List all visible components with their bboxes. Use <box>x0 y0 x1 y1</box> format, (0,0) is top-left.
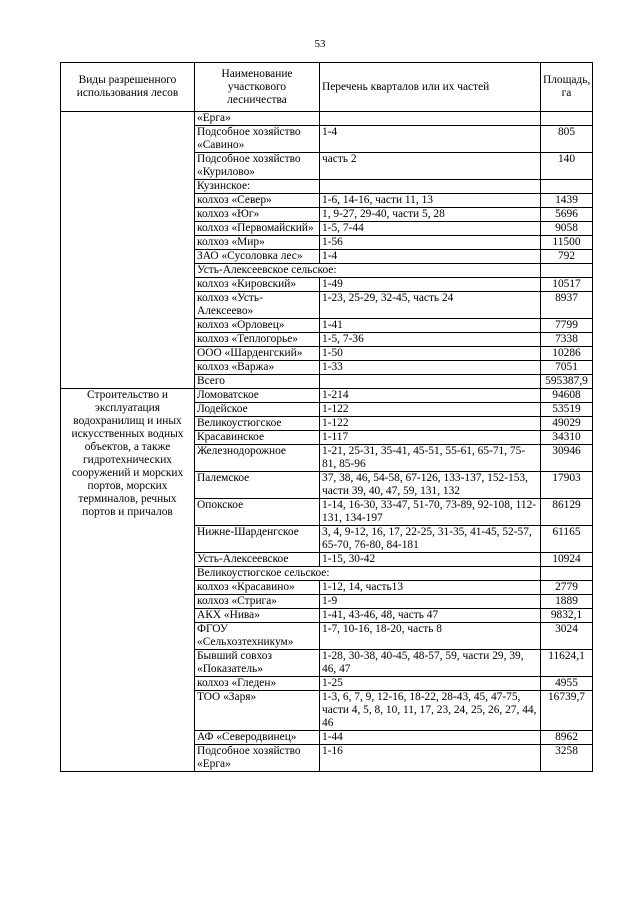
area-value: 8962 <box>541 731 593 745</box>
district-name: Подсобное хозяйство «Ерга» <box>195 745 320 772</box>
area-value: 49029 <box>541 417 593 431</box>
area-value: 3024 <box>541 623 593 650</box>
area-value: 140 <box>541 153 593 180</box>
block-list: 1, 9-27, 29-40, части 5, 28 <box>320 208 541 222</box>
district-name: Нижне-Шарденгское <box>195 526 320 553</box>
district-name: колхоз «Стрига» <box>195 595 320 609</box>
block-list: 1-12, 14, часть13 <box>320 581 541 595</box>
block-list: 1-5, 7-36 <box>320 333 541 347</box>
block-list: 1-7, 10-16, 18-20, часть 8 <box>320 623 541 650</box>
area-value <box>541 567 593 581</box>
area-value <box>541 264 593 278</box>
header-blocks: Перечень кварталов или их частей <box>320 63 541 112</box>
district-name: Великоустюгское <box>195 417 320 431</box>
district-name: Кузинское: <box>195 180 320 194</box>
district-name: Подсобное хозяйство «Курилово» <box>195 153 320 180</box>
district-name: Палемское <box>195 472 320 499</box>
block-list: 1-23, 25-29, 32-45, часть 24 <box>320 292 541 319</box>
area-value: 8937 <box>541 292 593 319</box>
district-name: Бывший совхоз «Показатель» <box>195 650 320 677</box>
area-value: 30946 <box>541 445 593 472</box>
block-list: 1-15, 30-42 <box>320 553 541 567</box>
area-value: 7338 <box>541 333 593 347</box>
area-value: 7051 <box>541 361 593 375</box>
district-name: колхоз «Гледен» <box>195 677 320 691</box>
area-value <box>541 180 593 194</box>
block-list: 1-6, 14-16, части 11, 13 <box>320 194 541 208</box>
block-list <box>320 112 541 126</box>
area-value: 9058 <box>541 222 593 236</box>
block-list: 1-214 <box>320 389 541 403</box>
block-list: 1-44 <box>320 731 541 745</box>
district-name: АФ «Северодвинец» <box>195 731 320 745</box>
district-name: колхоз «Кировский» <box>195 278 320 292</box>
district-name: колхоз «Юг» <box>195 208 320 222</box>
area-value: 17903 <box>541 472 593 499</box>
area-value: 792 <box>541 250 593 264</box>
area-value: 1889 <box>541 595 593 609</box>
section-header-ust-alekseevskoe: Усть-Алексеевское сельское: <box>195 264 541 278</box>
block-list: 1-50 <box>320 347 541 361</box>
block-list: 1-9 <box>320 595 541 609</box>
table-body-part-2 <box>61 389 593 772</box>
district-name: колхоз «Север» <box>195 194 320 208</box>
district-name: ФГОУ «Сельхозтехникум» <box>195 623 320 650</box>
block-list: 1-33 <box>320 361 541 375</box>
area-value: 5696 <box>541 208 593 222</box>
block-list: 1-122 <box>320 403 541 417</box>
district-name: Опокское <box>195 499 320 526</box>
district-name: колхоз «Орловец» <box>195 319 320 333</box>
block-list: 1-25 <box>320 677 541 691</box>
header-area: Площадь, га <box>541 63 593 112</box>
area-value: 10517 <box>541 278 593 292</box>
block-list: 1-3, 6, 7, 9, 12-16, 18-22, 28-43, 45, 47-75, части 4, 5, 8, 10, 11, 17, 23, 24, 25, 26, 27, 44, 46 <box>320 691 541 731</box>
block-list: 1-4 <box>320 126 541 153</box>
block-list: 1-122 <box>320 417 541 431</box>
table-row <box>61 112 593 126</box>
block-list: 1-21, 25-31, 35-41, 45-51, 55-61, 65-71, 75-81, 85-96 <box>320 445 541 472</box>
table-row <box>61 389 593 403</box>
area-value: 10924 <box>541 553 593 567</box>
area-value: 9832,1 <box>541 609 593 623</box>
block-list: 1-41, 43-46, 48, часть 47 <box>320 609 541 623</box>
block-list: 1-41 <box>320 319 541 333</box>
area-value: 4955 <box>541 677 593 691</box>
header-use: Виды разрешенного использования лесов <box>61 63 195 112</box>
block-list: 3, 4, 9-12, 16, 17, 22-25, 31-35, 41-45, 52-57, 65-70, 76-80, 84-181 <box>320 526 541 553</box>
use-type-cell-empty <box>61 112 195 389</box>
area-value: 10286 <box>541 347 593 361</box>
district-name: Подсобное хозяйство «Савино» <box>195 126 320 153</box>
area-value <box>541 112 593 126</box>
district-name: АКХ «Нива» <box>195 609 320 623</box>
block-list: 37, 38, 46, 54-58, 67-126, 133-137, 152-153, части 39, 40, 47, 59, 131, 132 <box>320 472 541 499</box>
district-name: ЗАО «Сусоловка лес» <box>195 250 320 264</box>
forest-use-table <box>60 62 593 772</box>
district-name: Всего <box>195 375 320 389</box>
district-name: колхоз «Усть-Алексеево» <box>195 292 320 319</box>
district-name: ООО «Шарденгский» <box>195 347 320 361</box>
block-list: 1-14, 16-30, 33-47, 51-70, 73-89, 92-108, 112-131, 134-197 <box>320 499 541 526</box>
table-header-row <box>61 63 593 112</box>
area-value: 16739,7 <box>541 691 593 731</box>
district-name: колхоз «Мир» <box>195 236 320 250</box>
block-list: 1-28, 30-38, 40-45, 48-57, 59, части 29, 39, 46, 47 <box>320 650 541 677</box>
area-value: 1439 <box>541 194 593 208</box>
block-list: 1-117 <box>320 431 541 445</box>
district-name: колхоз «Теплогорье» <box>195 333 320 347</box>
block-list <box>320 375 541 389</box>
area-value: 7799 <box>541 319 593 333</box>
section-header-velikoustyug: Великоустюгское сельское: <box>195 567 541 581</box>
area-value: 805 <box>541 126 593 153</box>
block-list <box>320 180 541 194</box>
area-value: 11500 <box>541 236 593 250</box>
district-name: Железнодорожное <box>195 445 320 472</box>
district-name: ТОО «Заря» <box>195 691 320 731</box>
table-body-part-1 <box>61 112 593 389</box>
block-list: 1-4 <box>320 250 541 264</box>
block-list: 1-16 <box>320 745 541 772</box>
area-value: 2779 <box>541 581 593 595</box>
area-value: 34310 <box>541 431 593 445</box>
use-type-construction: Строительство и эксплуатация водохранилищ и иных искусственных водных объектов, а также гидротехнических сооружений и морских портов, морских терминалов, речных портов и причалов <box>61 389 195 772</box>
block-list: часть 2 <box>320 153 541 180</box>
district-name: Красавинское <box>195 431 320 445</box>
area-value: 94608 <box>541 389 593 403</box>
block-list: 1-5, 7-44 <box>320 222 541 236</box>
area-value: 53519 <box>541 403 593 417</box>
area-value: 61165 <box>541 526 593 553</box>
district-name: Ломоватское <box>195 389 320 403</box>
district-name: колхоз «Красавино» <box>195 581 320 595</box>
block-list: 1-49 <box>320 278 541 292</box>
district-name: «Ерга» <box>195 112 320 126</box>
area-value: 595387,9 <box>541 375 593 389</box>
area-value: 11624,1 <box>541 650 593 677</box>
area-value: 3258 <box>541 745 593 772</box>
district-name: Лодейское <box>195 403 320 417</box>
district-name: колхоз «Варжа» <box>195 361 320 375</box>
district-name: Усть-Алексеевское <box>195 553 320 567</box>
district-name: колхоз «Первомайский» <box>195 222 320 236</box>
page-number: 53 <box>314 38 326 50</box>
block-list: 1-56 <box>320 236 541 250</box>
area-value: 86129 <box>541 499 593 526</box>
header-district: Наименование участкового лесничества <box>195 63 320 112</box>
